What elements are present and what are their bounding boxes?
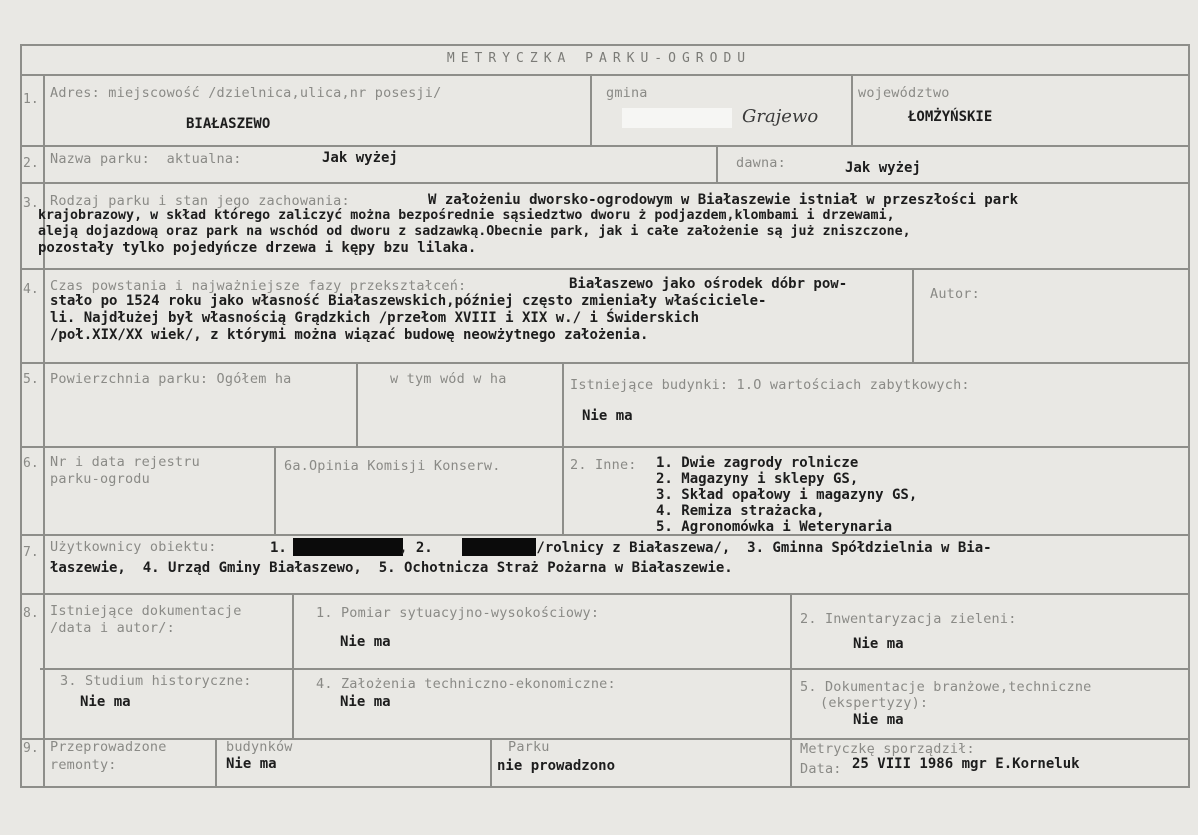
section-5-number: 5. — [23, 372, 39, 387]
other-building-4: 4. Remiza strażacka, — [656, 503, 825, 519]
users-label: Użytkownicy obiektu: — [50, 539, 217, 555]
park-type-line-3: aleją dojazdową oraz park na wschód od dworu z sadzawką.Obecnie park, jak i całe założenie są już zniszczone, — [38, 224, 911, 239]
users-line-2: łaszewie, 4. Urząd Gminy Białaszewo, 5. Ochotnicza Straż Pożarna w Białaszewie. — [50, 560, 733, 576]
repairs-label-line-1: Przeprowadzone — [50, 739, 167, 755]
other-building-1: 1. Dwie zagrody rolnicze — [656, 455, 859, 471]
register-label-line-1: Nr i data rejestru — [50, 454, 200, 470]
address-label: Adres: miejscowość /dzielnica,ulica,nr posesji/ — [50, 85, 442, 101]
former-name-label: dawna: — [736, 155, 786, 171]
rule-s6-bottom — [20, 534, 1190, 536]
park-type-label: Rodzaj parku i stan jego zachowania: — [50, 193, 350, 209]
history-line-1: Białaszewo jako ośrodek dóbr pow- — [569, 276, 848, 292]
branch-docs-label-line-1: 5. Dokumentacje branżowe,techniczne — [800, 679, 1092, 695]
history-line-3: li. Najdłużej był własnością Grądzkich /przełom XVIII i XIX w./ i Świderskich — [50, 310, 700, 326]
rule-right — [1188, 44, 1190, 786]
rule-s8-bottom — [20, 738, 1190, 740]
rule-s3-bottom — [20, 268, 1190, 270]
redaction-bar-1 — [293, 538, 403, 556]
rule-s8-middle — [40, 668, 1190, 670]
section-2-number: 2. — [23, 156, 39, 171]
park-name-label: Nazwa parku: aktualna: — [50, 151, 242, 167]
address-value: BIAŁASZEWO — [186, 116, 271, 132]
greenery-inventory-value: Nie ma — [853, 636, 904, 652]
repairs-label-line-2: remonty: — [50, 757, 117, 773]
branch-docs-value: Nie ma — [853, 712, 904, 728]
rule-title-bottom — [20, 74, 1190, 76]
date-label: Data: — [800, 761, 842, 777]
rule-number-column — [43, 74, 45, 786]
park-type-line-1: W założeniu dworsko-ogrodowym w Białaszewie istniał w przeszłości park — [428, 192, 1019, 208]
rule-s1-b — [851, 74, 853, 145]
rule-s9-b — [490, 738, 492, 786]
rule-s1-bottom — [20, 145, 1190, 147]
documentation-label-line-1: Istniejące dokumentacje — [50, 603, 242, 619]
section-1-number: 1. — [23, 92, 39, 107]
history-label: Czas powstania i najważniejsze fazy przekształceń: — [50, 278, 467, 294]
historical-study-value: Nie ma — [80, 694, 131, 710]
rule-s7-bottom — [20, 593, 1190, 595]
rule-s5-b — [562, 362, 564, 446]
rule-s6-a — [274, 446, 276, 534]
historical-study-label: 3. Studium historyczne: — [60, 673, 252, 689]
survey-label: 1. Pomiar sytuacyjno-wysokościowy: — [316, 605, 600, 621]
other-building-3: 3. Skład opałowy i magazyny GS, — [656, 487, 918, 503]
section-4-number: 4. — [23, 282, 39, 297]
branch-docs-label-line-2: (ekspertyzy): — [820, 695, 929, 711]
whiteout-correction — [622, 108, 732, 128]
redaction-bar-2 — [462, 538, 536, 556]
park-repairs-value: nie prowadzono — [497, 758, 616, 774]
other-building-2: 2. Magazyny i sklepy GS, — [656, 471, 859, 487]
rule-left — [20, 44, 22, 786]
rule-s5-bottom — [20, 446, 1190, 448]
greenery-inventory-label: 2. Inwentaryzacja zieleni: — [800, 611, 1017, 627]
history-line-4: /poł.XIX/XX wiek/, z którymi można wiązać budowę neowżytnego założenia. — [50, 327, 649, 343]
section-9-number: 9. — [23, 741, 39, 756]
gmina-handwritten-value: Grajewo — [742, 106, 819, 127]
other-building-5: 5. Agronomówka i Weterynaria — [656, 519, 893, 535]
other-buildings-label: 2. Inne: — [570, 457, 637, 473]
register-label-line-2: parku-ogrodu — [50, 471, 150, 487]
rule-s1-a — [590, 74, 592, 145]
survey-value: Nie ma — [340, 634, 391, 650]
rule-top — [20, 44, 1190, 46]
rule-s2-bottom — [20, 182, 1190, 184]
voivodeship-value: ŁOMŻYŃSKIE — [908, 109, 993, 125]
form-title: METRYCZKA PARKU-OGRODU — [446, 51, 752, 66]
voivodeship-label: województwo — [858, 85, 950, 101]
rule-s5-a — [356, 362, 358, 446]
author-label: Autor: — [930, 286, 980, 302]
users-line-1-part-b: , 2. — [399, 540, 433, 556]
rule-s4-bottom — [20, 362, 1190, 364]
section-8-number: 8. — [23, 606, 39, 621]
park-name-value: Jak wyżej — [322, 150, 398, 166]
park-area-label: Powierzchnia parku: Ogółem ha — [50, 371, 292, 387]
section-7-number: 7. — [23, 545, 39, 560]
tech-economic-label: 4. Założenia techniczno-ekonomiczne: — [316, 676, 616, 692]
gmina-label: gmina — [606, 85, 648, 101]
rule-s9-a — [215, 738, 217, 786]
buildings-repairs-value: Nie ma — [226, 756, 277, 772]
prepared-by-label: Metryczkę sporządził: — [800, 741, 975, 757]
former-name-value: Jak wyżej — [845, 160, 921, 176]
rule-s6-b — [562, 446, 564, 534]
water-area-label: w tym wód w ha — [390, 371, 507, 387]
rule-bottom — [20, 786, 1190, 788]
existing-buildings-label: Istniejące budynki: 1.O wartościach zabytkowych: — [570, 377, 970, 393]
rule-s2 — [716, 145, 718, 182]
conservation-opinion-label: 6a.Opinia Komisji Konserw. — [284, 458, 501, 474]
users-line-1-part-c: /rolnicy z Białaszewa/, 3. Gminna Spółdzielnia w Bia- — [528, 540, 992, 556]
section-3-number: 3. — [23, 196, 39, 211]
park-type-line-2: krajobrazowy, w skład którego zaliczyć można bezpośrednie sąsiedztwo dworu ż podjazdem,klombami i drzewami, — [38, 208, 895, 223]
buildings-repairs-label: budynków — [226, 739, 293, 755]
rule-s8-a — [292, 593, 294, 738]
rule-s9-c — [790, 738, 792, 786]
park-type-line-4: pozostały tylko pojedyńcze drzewa i kępy bzu lilaka. — [38, 240, 477, 256]
rule-s8-b — [790, 593, 792, 738]
section-6-number: 6. — [23, 456, 39, 471]
date-value: 25 VIII 1986 mgr E.Korneluk — [852, 756, 1080, 772]
documentation-label-line-2: /data i autor/: — [50, 620, 175, 636]
users-line-1-part-a: 1. — [270, 540, 287, 556]
park-repairs-label: Parku — [508, 739, 550, 755]
tech-economic-value: Nie ma — [340, 694, 391, 710]
rule-s4 — [912, 268, 914, 362]
existing-buildings-value: Nie ma — [582, 408, 633, 424]
history-line-2: stało po 1524 roku jako własność Białaszewskich,później często zmieniały właściciele- — [50, 293, 767, 309]
